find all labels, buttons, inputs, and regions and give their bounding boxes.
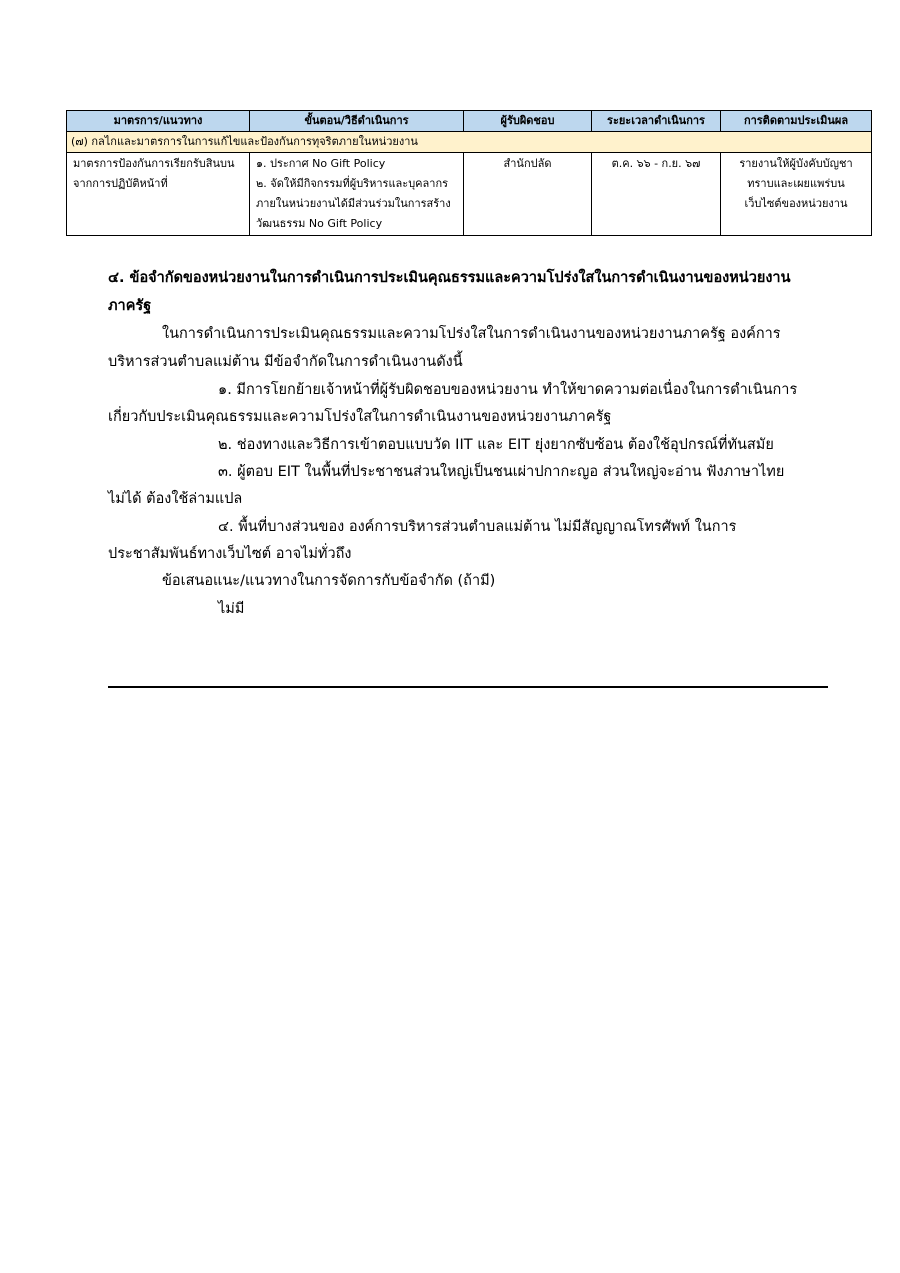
- cell-measure: [67, 153, 250, 236]
- responsible-text: สำนักปลัด: [503, 157, 552, 170]
- limitation-item-3-cont: ไม่ได้ ต้องใช้ล่ามแปล: [108, 491, 243, 507]
- cell-period: [592, 153, 721, 236]
- header-measure: มาตรการ/แนวทาง: [67, 111, 250, 132]
- limitation-item-1-cont: เกี่ยวกับประเมินคุณธรรมและความโปร่งใสในการดำเนินงานของหน่วยงานภาครัฐ: [108, 409, 612, 425]
- section4-heading: ๔. ข้อจำกัดของหน่วยงานในการดำเนินการประเมินคุณธรรมและความโปร่งใสในการดำเนินงานของหน่วยงาน: [108, 270, 791, 286]
- intro-paragraph-cont: บริหารส่วนตำบลแม่ต้าน มีข้อจำกัดในการดำเนินงานดังนี้: [108, 354, 463, 370]
- suggestion-label: ข้อเสนอแนะ/แนวทางในการจัดการกับข้อจำกัด (ถ้ามี): [162, 573, 496, 589]
- suggestion-value: ไม่มี: [218, 601, 245, 617]
- monitoring-line: ทราบและเผยแพร่บน: [747, 177, 845, 190]
- section-row: [67, 132, 872, 153]
- header-steps: ขั้นตอน/วิธีดำเนินการ: [250, 111, 464, 132]
- header-monitoring: การติดตามประเมินผล: [721, 111, 872, 132]
- cell-responsible: [464, 153, 592, 236]
- measure-line: จากการปฏิบัติหน้าที่: [73, 177, 168, 190]
- limitation-item-3: ๓. ผู้ตอบ EIT ในพื้นที่ประชาชนส่วนใหญ่เป็นชนเผ่าปกากะญอ ส่วนใหญ่จะอ่าน ฟังภาษาไทย: [218, 464, 785, 480]
- monitoring-line: รายงานให้ผู้บังคับบัญชา: [739, 157, 853, 170]
- step-line: ๒. จัดให้มีกิจกรรมที่ผู้บริหารและบุคลากร: [256, 177, 449, 190]
- section4-heading-cont: ภาครัฐ: [108, 298, 152, 314]
- cell-monitoring: [721, 153, 872, 236]
- limitation-item-4-cont: ประชาสัมพันธ์ทางเว็บไซต์ อาจไม่ทั่วถึง: [108, 546, 352, 562]
- period-text: ต.ค. ๖๖ - ก.ย. ๖๗: [611, 157, 701, 170]
- table-header-row: [67, 111, 872, 132]
- limitation-item-1: ๑. มีการโยกย้ายเจ้าหน้าที่ผู้รับผิดชอบของหน่วยงาน ทำให้ขาดความต่อเนื่องในการดำเนินการ: [218, 382, 798, 398]
- table-row: [67, 153, 872, 236]
- monitoring-line: เว็บไซต์ของหน่วยงาน: [744, 197, 848, 210]
- limitation-item-4: ๔. พื้นที่บางส่วนของ องค์การบริหารส่วนตำบลแม่ต้าน ไม่มีสัญญาณโทรศัพท์ ในการ: [218, 519, 737, 535]
- measure-line: มาตรการป้องกันการเรียกรับสินบน: [73, 157, 235, 170]
- step-line: ๑. ประกาศ No Gift Policy: [256, 157, 386, 170]
- section-title: (๗) กลไกและมาตรการในการแก้ไขและป้องกันการทุจริตภายในหน่วยงาน: [67, 132, 872, 153]
- divider-line: [108, 686, 828, 688]
- header-responsible: ผู้รับผิดชอบ: [464, 111, 592, 132]
- action-plan-table: [66, 110, 872, 236]
- step-line: ภายในหน่วยงานได้มีส่วนร่วมในการสร้าง: [256, 197, 451, 210]
- intro-paragraph: ในการดำเนินการประเมินคุณธรรมและความโปร่งใสในการดำเนินงานของหน่วยงานภาครัฐ องค์การ: [162, 326, 781, 342]
- limitation-item-2: ๒. ช่องทางและวิธีการเข้าตอบแบบวัด IIT และ EIT ยุ่งยากซับซ้อน ต้องใช้อุปกรณ์ที่ทันสมัย: [218, 437, 774, 453]
- header-period: ระยะเวลาดำเนินการ: [592, 111, 721, 132]
- cell-steps: [250, 153, 464, 236]
- step-line: วัฒนธรรม No Gift Policy: [256, 217, 383, 230]
